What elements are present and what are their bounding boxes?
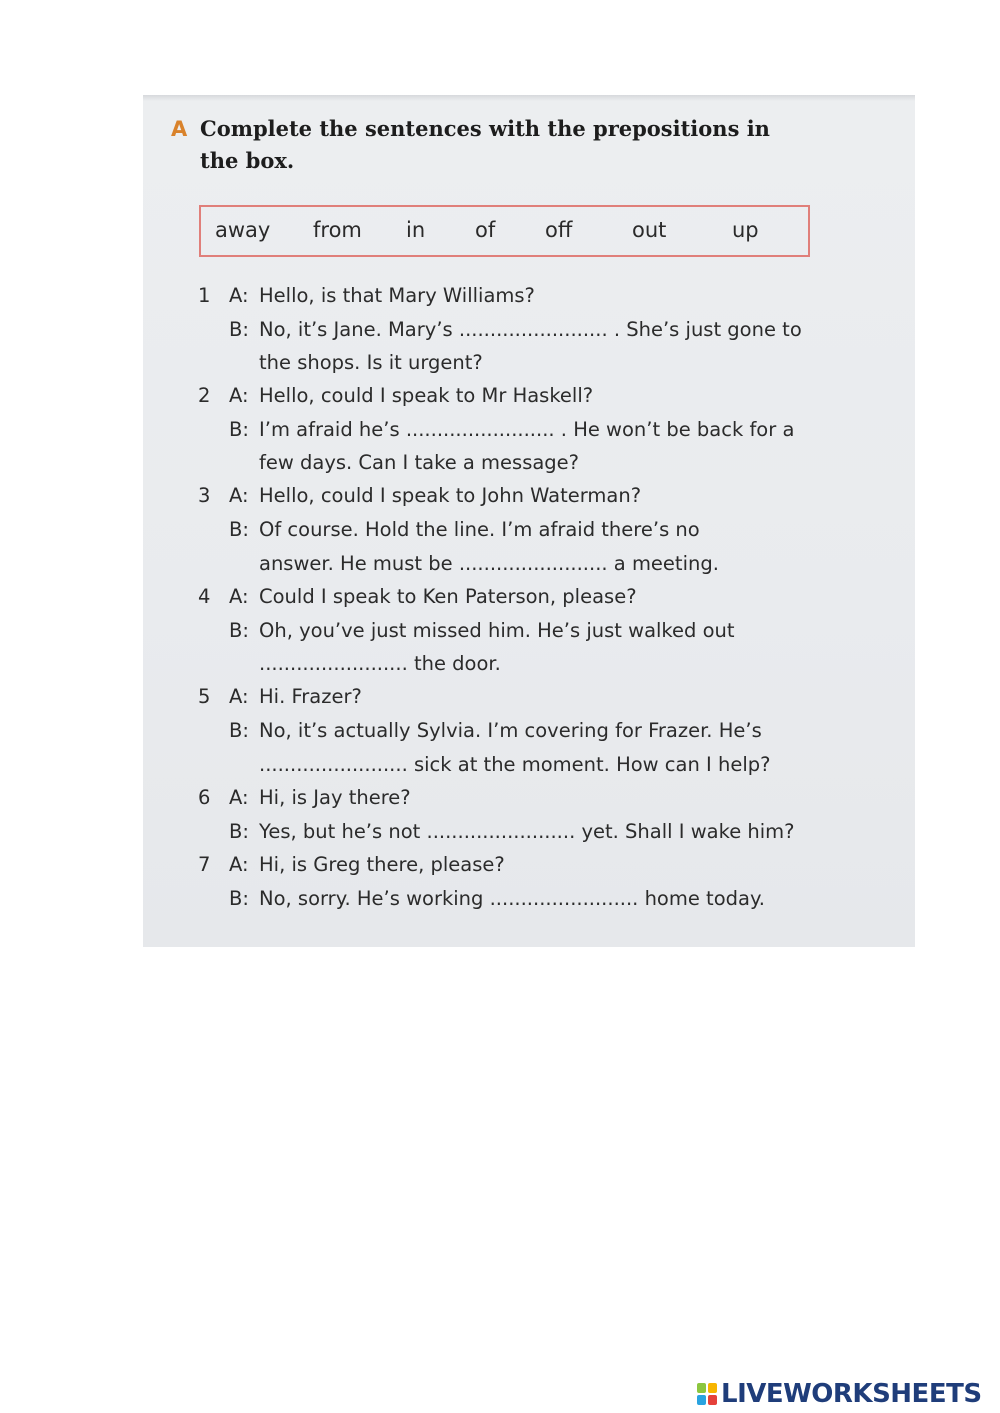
dialogue-line: few days. Can I take a message? <box>259 451 580 474</box>
speaker-label: A: <box>229 585 249 608</box>
speaker-label: B: <box>229 518 249 541</box>
dialogue-line: the shops. Is it urgent? <box>259 351 483 374</box>
instruction-line-2: the box. <box>200 148 295 173</box>
item-number: 1 <box>198 284 211 307</box>
item-number: 6 <box>198 786 211 809</box>
dialogue-line: Of course. Hold the line. I’m afraid there’s no <box>259 518 700 541</box>
dialogue-line: Oh, you’ve just missed him. He’s just walked out <box>259 619 735 642</box>
dialogue-line: Hi, is Greg there, please? <box>259 853 505 876</box>
box-word: in <box>406 218 426 242</box>
liveworksheets-logo <box>697 1378 982 1410</box>
exercise-letter: A <box>171 117 188 141</box>
item-number: 7 <box>198 853 211 876</box>
speaker-label: A: <box>229 853 249 876</box>
worksheet-scan <box>143 95 915 947</box>
speaker-label: B: <box>229 418 249 441</box>
speaker-label: B: <box>229 719 249 742</box>
logo-square <box>697 1383 706 1393</box>
dialogue-line: No, it’s actually Sylvia. I’m covering for Frazer. He’s <box>259 719 762 742</box>
dialogue-line-with-blank[interactable]: No, it’s Jane. Mary’s ........................ . She’s just gone to <box>259 318 802 341</box>
brand-name: LIVEWORKSHEETS <box>721 1379 982 1409</box>
dialogue-line-with-blank[interactable]: I’m afraid he’s ........................ . He won’t be back for a <box>259 418 795 441</box>
dialogue-line: Hi. Frazer? <box>259 685 362 708</box>
speaker-label: A: <box>229 786 249 809</box>
dialogue-line-with-blank[interactable]: answer. He must be ........................ a meeting. <box>259 552 719 575</box>
dialogue-line: Hi, is Jay there? <box>259 786 411 809</box>
box-word: away <box>215 218 271 242</box>
item-number: 2 <box>198 384 211 407</box>
item-number: 3 <box>198 484 211 507</box>
speaker-label: A: <box>229 384 249 407</box>
dialogue-line: Hello, could I speak to Mr Haskell? <box>259 384 594 407</box>
dialogue-line-with-blank[interactable]: No, sorry. He’s working ........................ home today. <box>259 887 765 910</box>
instruction-line-1: Complete the sentences with the prepositions in <box>200 116 770 141</box>
dialogue-line: Hello, could I speak to John Waterman? <box>259 484 642 507</box>
speaker-label: B: <box>229 318 249 341</box>
box-word: out <box>632 218 667 242</box>
logo-square <box>708 1383 717 1393</box>
box-word: up <box>732 218 759 242</box>
exercise-items <box>143 95 915 947</box>
dialogue-line-with-blank[interactable]: ........................ sick at the moment. How can I help? <box>259 753 771 776</box>
speaker-label: A: <box>229 284 249 307</box>
speaker-label: A: <box>229 685 249 708</box>
liveworksheets-mark-icon <box>697 1383 717 1405</box>
logo-square <box>697 1395 706 1405</box>
speaker-label: A: <box>229 484 249 507</box>
box-word: of <box>475 218 496 242</box>
speaker-label: B: <box>229 887 249 910</box>
logo-square <box>708 1395 717 1405</box>
dialogue-line-with-blank[interactable]: ........................ the door. <box>259 652 501 675</box>
dialogue-line-with-blank[interactable]: Yes, but he’s not ........................ yet. Shall I wake him? <box>259 820 795 843</box>
item-number: 4 <box>198 585 211 608</box>
box-word: off <box>545 218 573 242</box>
speaker-label: B: <box>229 820 249 843</box>
box-word: from <box>313 218 362 242</box>
speaker-label: B: <box>229 619 249 642</box>
dialogue-line: Hello, is that Mary Williams? <box>259 284 535 307</box>
dialogue-line: Could I speak to Ken Paterson, please? <box>259 585 637 608</box>
item-number: 5 <box>198 685 211 708</box>
